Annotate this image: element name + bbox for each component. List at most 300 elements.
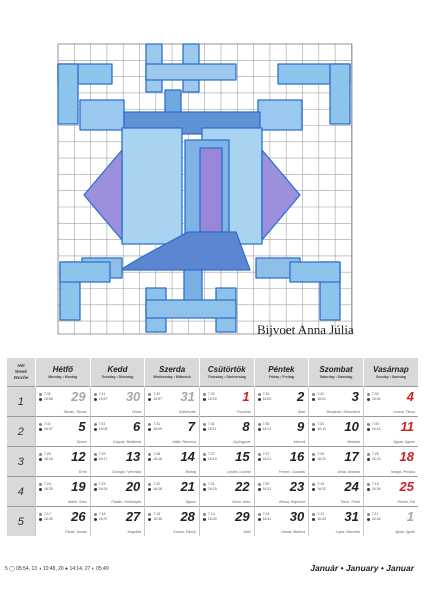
sun-times [312,452,326,462]
day-cell-content [364,417,418,446]
sun-times [94,422,108,432]
day-header-monday: Hétfő Monday • Montag [36,358,91,387]
name-day: Attila, Ramóna [172,440,196,444]
sunset-icon [39,518,42,521]
sunrise-time: 7:31 [207,422,215,426]
sunset-time: 15:57 [98,397,108,401]
day-number: 19 [71,479,86,494]
name-day: Ignác, Ignác [395,530,415,534]
day-number: 3 [351,389,359,404]
sunrise-icon [258,453,261,456]
sun-times [148,482,162,492]
day-cell [145,507,200,537]
sunrise-icon [94,483,97,486]
name-day: Angelika [127,530,142,534]
day-cell [145,387,200,417]
sun-times [258,392,272,402]
day-cell [363,417,418,447]
sunset-icon [148,398,151,401]
day-cell-content [91,387,145,416]
sunset-icon [203,428,206,431]
day-number: 13 [125,449,141,464]
sunset-time: 16:08 [98,427,108,431]
sunrise-icon [148,393,151,396]
name-day: Marcell [293,440,306,444]
sun-times [258,512,272,522]
day-number: 25 [399,479,414,494]
sunrise-icon [94,423,97,426]
name-day: Timót, Timót [339,500,360,504]
sunrise-time: 7:21 [207,482,215,486]
sunrise-time: 7:31 [44,422,51,426]
sunrise-icon [148,423,151,426]
day-header-wednesday: Szerda Wednesday • Mittwoch [145,358,200,387]
sun-times [312,482,326,492]
day-cell [36,417,91,447]
sun-times [258,482,272,492]
sunrise-time: 7:30 [262,422,270,426]
day-number: 15 [235,449,250,464]
day-number: 30 [125,389,141,404]
name-day: Csongor, Veronika [111,470,142,474]
sunrise-icon [312,453,315,456]
moon-phases: 5 ◯ 05:54, 13 ◑ 10:48, 20 ● 14:14, 27 ◐ 05:49 [5,566,109,572]
sunset-icon [94,458,97,461]
day-number: 22 [235,479,250,494]
sunrise-time: 7:22 [153,482,161,486]
sunrise-time: 7:29 [98,452,106,456]
day-cell-content [200,507,254,536]
day-cell-content [309,477,363,506]
sunrise-time: 7:27 [262,452,270,456]
sunset-time: 15:56 [44,397,53,401]
name-day: Szilveszter [178,410,196,414]
sunrise-time: 7:11 [371,512,379,516]
sunset-icon [94,488,97,491]
name-day: Simon [76,440,87,444]
day-cell-content [145,507,199,536]
day-cell-content [364,447,418,476]
sunrise-icon [148,483,151,486]
sunrise-icon [367,423,370,426]
day-header-sunday: Vasárnap Sunday • Sonntag [363,358,418,387]
calendar-week-row [7,477,419,507]
day-number: 7 [187,419,195,434]
day-cell [36,477,91,507]
sunset-time: 16:26 [98,487,108,491]
name-day: Margit, Piroska [391,470,415,474]
name-day: Lujza, Marcella [335,530,360,534]
sun-times [94,392,108,402]
calendar-table [6,358,418,536]
name-day: Dávid [132,410,142,414]
sunset-icon [203,398,206,401]
sunset-icon [367,488,370,491]
day-cell [199,417,254,447]
day-cell-content [255,477,309,506]
sunset-icon [258,488,261,491]
day-number: 1 [242,389,250,404]
day-cell-content [91,417,145,446]
name-day: Gyöngyvér [233,440,251,444]
day-cell-content [145,477,199,506]
name-day: Ernő [79,470,87,474]
sun-times [367,452,381,462]
sunrise-time: 7:31 [98,422,106,426]
sunset-icon [39,488,42,491]
sunset-time: 16:07 [44,427,53,431]
day-cell-content [200,477,254,506]
sunset-icon [203,518,206,521]
sunrise-icon [367,483,370,486]
sun-times [367,512,381,522]
sunset-time: 16:28 [153,487,163,491]
sunset-icon [94,398,97,401]
sunset-icon [258,428,261,431]
day-cell-content [309,387,363,416]
day-number: 30 [289,509,305,524]
sunset-icon [258,398,261,401]
day-cell [309,447,364,477]
day-cell [309,417,364,447]
day-cell-content [309,507,363,536]
day-cell-content [36,447,90,476]
day-cell-content [145,417,199,446]
sunset-time: 16:37 [98,517,108,521]
calendar-body [7,387,419,537]
day-cell [90,417,145,447]
sunset-time: 16:19 [207,457,217,461]
sunrise-icon [39,483,42,486]
sunset-icon [312,428,315,431]
day-cell-content [364,477,418,506]
day-number: 2 [296,389,305,404]
sunrise-time: 7:31 [98,392,106,396]
sunrise-icon [312,483,315,486]
name-day: Ferenc, Gusztáv [278,470,306,474]
day-number: 31 [344,509,359,524]
sunset-icon [94,428,97,431]
sunset-icon [39,398,42,401]
week-number: 3 [7,447,36,477]
day-number: 6 [133,419,141,434]
name-day: Benjámin, Genovéva [326,410,360,414]
sun-times [148,512,162,522]
sunrise-icon [203,453,206,456]
sunrise-time: 7:17 [44,512,51,516]
name-day: Karola, Károly [173,530,196,534]
sunset-icon [148,458,151,461]
sunrise-time: 7:15 [153,512,161,516]
sunset-time: 16:31 [262,487,272,491]
sunrise-time: 7:32 [371,392,379,396]
sunrise-time: 7:30 [371,422,379,426]
day-number: 9 [296,419,305,434]
sunset-icon [148,428,151,431]
day-number: 14 [180,449,195,464]
sunrise-icon [148,453,151,456]
day-cell [145,447,200,477]
day-cell-content [364,387,418,416]
day-cell-content [91,477,145,506]
sunrise-icon [367,453,370,456]
name-day: Ágota, Ágnes [393,440,415,444]
sunrise-time: 7:32 [262,392,270,396]
day-number: 11 [400,419,414,434]
day-cell-content [200,417,254,446]
day-cell-content [309,417,363,446]
sunrise-icon [39,423,42,426]
sunrise-icon [39,453,42,456]
sunset-icon [312,398,315,401]
sunset-icon [367,398,370,401]
day-cell-content [255,417,309,446]
sunset-icon [258,458,261,461]
sun-times [203,482,217,492]
name-day: Gerda, Martina [281,530,306,534]
sunset-icon [148,488,151,491]
sunrise-icon [258,393,261,396]
sun-times [94,452,108,462]
sun-times [203,452,217,462]
sunrise-icon [367,393,370,396]
sunrise-time: 7:30 [317,422,325,426]
week-number: 4 [7,477,36,507]
name-day: Fábián, Sebestyén [111,500,142,504]
day-cell [363,387,418,417]
calendar-week-row [7,387,419,417]
day-cell-content [91,507,145,536]
day-cell-content [255,447,309,476]
sun-times [203,512,217,522]
day-header-tuesday: Kedd Tuesday • Dienstag [90,358,145,387]
day-number: 29 [235,509,250,524]
name-day: Henrik, Pál [397,500,415,504]
sunset-time: 16:12 [262,427,272,431]
sunset-time: 16:35 [44,517,53,521]
day-number: 12 [71,449,86,464]
day-cell [145,417,200,447]
name-day: Paula, Vanda [65,530,87,534]
sun-times [367,482,381,492]
sun-times [39,512,53,522]
calendar-week-row [7,417,419,447]
name-day: Vince, Artúr [231,500,251,504]
sunrise-time: 7:25 [371,452,379,456]
sun-times [367,422,381,432]
day-number: 20 [125,479,141,494]
sunset-icon [203,458,206,461]
sunrise-time: 7:13 [262,512,270,516]
sunset-time: 16:40 [207,517,217,521]
name-day: Melánia [347,440,360,444]
day-cell-content [200,387,254,416]
day-cell [309,477,364,507]
day-cell-content [255,507,309,536]
sunset-time: 16:18 [153,457,163,461]
calendar-week-row [7,507,419,537]
day-number: 18 [399,449,414,464]
sun-times [39,422,53,432]
day-cell [363,477,418,507]
sunrise-icon [94,513,97,516]
sunset-time: 16:29 [207,487,217,491]
sunrise-icon [148,513,151,516]
sunrise-time: 7:31 [44,392,51,396]
sunrise-time: 7:31 [153,422,161,426]
day-cell-content [36,507,90,536]
day-cell [36,507,91,537]
day-cell [36,447,91,477]
name-day: Leóna, Titusz [393,410,415,414]
sunrise-icon [94,453,97,456]
name-day: Fruzsina [236,410,251,414]
sun-times [148,392,162,402]
day-cell-content [255,387,309,416]
sunset-time: 16:22 [317,457,326,461]
sun-times [203,392,217,402]
sun-times [203,422,217,432]
calendar-week-row [7,447,419,477]
sunrise-icon [258,423,261,426]
artist-signature: Bijvoet Anna Júlia [257,322,354,337]
sunset-icon [203,488,206,491]
sun-times [39,452,53,462]
day-cell-content [36,387,90,416]
day-cell-content [145,447,199,476]
sun-times [258,452,272,462]
sun-times [148,452,162,462]
sunrise-icon [258,483,261,486]
sunset-time: 16:23 [371,457,381,461]
day-cell [90,387,145,417]
sunrise-time: 7:23 [98,482,106,486]
day-number: 5 [78,419,86,434]
sunrise-time: 7:32 [207,392,215,396]
day-number: 10 [344,419,359,434]
month-title: Január • January • Januar [310,563,414,573]
sunset-icon [258,518,261,521]
name-day: Gáspár, Boldizsár [112,440,142,444]
week-number: 5 [7,507,36,537]
day-cell [254,417,309,447]
sunrise-time: 7:14 [207,512,215,516]
sun-times [94,482,108,492]
day-number: 21 [180,479,195,494]
name-day: Tamás, Tamás [63,410,87,414]
sun-times [94,512,108,522]
name-day: Zelma, Rajmund [278,500,306,504]
sunset-time: 16:01 [317,397,326,401]
sunset-time: 16:00 [262,397,272,401]
sunrise-icon [258,513,261,516]
day-header-saturday: Szombat Saturday • Samstag [309,358,364,387]
sunset-icon [367,458,370,461]
day-number: 26 [71,509,86,524]
sunrise-icon [312,513,315,516]
sunrise-time: 7:27 [207,452,215,456]
sunrise-time: 7:26 [317,452,325,456]
sunrise-icon [312,423,315,426]
day-cell [363,447,418,477]
sunrise-time: 7:28 [153,452,161,456]
day-cell [90,477,145,507]
day-cell [254,477,309,507]
day-header-friday: Péntek Friday • Freitag [254,358,309,387]
name-day: Bódog [185,470,196,474]
day-cell [254,387,309,417]
sunset-time: 16:14 [371,427,381,431]
day-cell [36,387,91,417]
sunrise-time: 7:18 [371,482,379,486]
day-number: 17 [344,449,359,464]
sunrise-icon [367,513,370,516]
sunset-icon [39,458,42,461]
name-day: Antal, Antónia [337,470,360,474]
sunrise-time: 7:12 [317,512,325,516]
sunset-icon [312,488,315,491]
day-number: 27 [125,509,141,524]
sunrise-icon [203,423,206,426]
sunrise-time: 7:32 [153,392,161,396]
day-header-thursday: Csütörtök Thursday • Donnerstag [199,358,254,387]
sunset-time: 16:21 [262,457,272,461]
day-cell-content [309,447,363,476]
name-day: Lóránt, Loránd [227,470,251,474]
sunrise-icon [203,483,206,486]
day-cell [199,447,254,477]
sunrise-icon [203,393,206,396]
sunrise-time: 7:16 [98,512,106,516]
day-number: 4 [406,389,414,404]
day-number: 23 [289,479,305,494]
sunrise-icon [312,393,315,396]
day-cell [199,507,254,537]
sunset-time: 16:38 [153,517,163,521]
day-cell [363,507,418,537]
sun-times [258,422,272,432]
day-number: 24 [344,479,359,494]
sunset-icon [94,518,97,521]
sunset-time: 16:02 [371,397,381,401]
day-number: 1 [406,509,414,524]
name-day: Ágnes [185,500,196,504]
sunset-time: 16:16 [44,457,53,461]
day-cell-content [200,447,254,476]
day-cell [90,507,145,537]
day-cell [254,507,309,537]
sunrise-time: 7:20 [262,482,270,486]
day-cell [90,447,145,477]
sun-times [39,392,53,402]
sunset-time: 16:17 [98,457,108,461]
name-day: Adél [243,530,251,534]
calendar-header-row [7,358,419,387]
name-day: Ábel [298,410,306,414]
sunrise-time: 7:19 [317,482,325,486]
sunrise-time: 7:29 [44,452,51,456]
day-cell-content [36,477,90,506]
day-cell-content [91,447,145,476]
week-number: 2 [7,417,36,447]
day-cell [145,477,200,507]
sunset-icon [148,518,151,521]
name-day: Márió, Sára [68,500,87,504]
sunset-icon [39,428,42,431]
day-cell [309,387,364,417]
day-cell [254,447,309,477]
sun-times [312,422,326,432]
